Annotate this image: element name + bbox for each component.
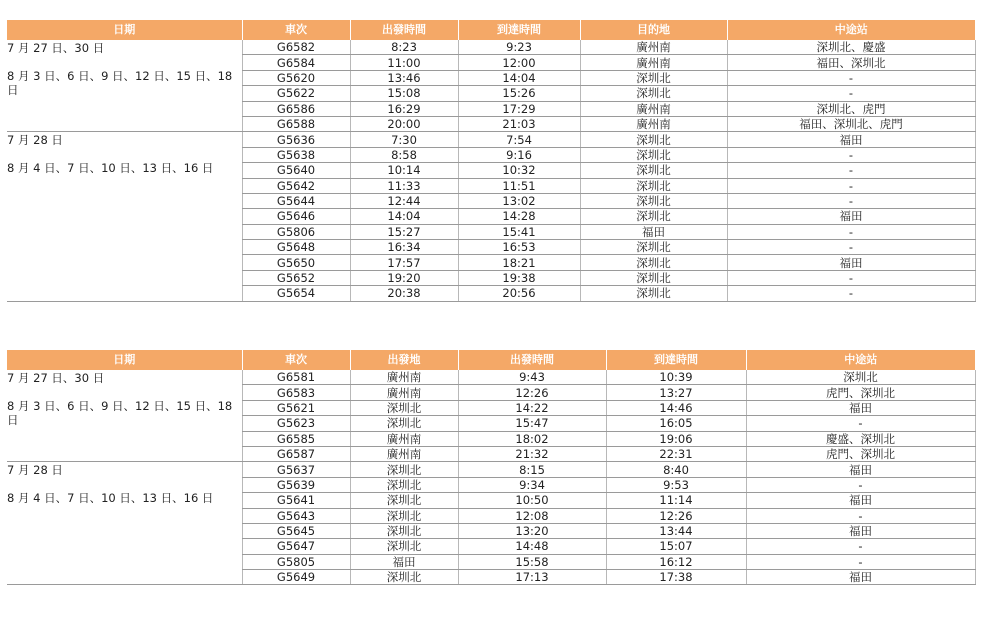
table-cell: 19:38	[458, 270, 580, 285]
column-header: 到達時間	[458, 20, 580, 40]
column-header: 車次	[242, 20, 350, 40]
table-cell: 10:50	[458, 493, 606, 508]
table-cell: 9:43	[458, 370, 606, 385]
column-header: 出發地	[350, 350, 458, 370]
table-cell: 廣州南	[350, 385, 458, 400]
table-cell: 9:34	[458, 477, 606, 492]
table-cell: 福田	[350, 554, 458, 569]
table-cell: 20:38	[350, 286, 458, 301]
table-cell: -	[746, 477, 975, 492]
column-header: 車次	[242, 350, 350, 370]
table-cell: G6585	[242, 431, 350, 446]
column-header: 目的地	[580, 20, 727, 40]
table-cell: 廣州南	[350, 431, 458, 446]
table-cell: 15:27	[350, 224, 458, 239]
table-cell: 福田	[746, 462, 975, 477]
schedule-table-2	[7, 350, 976, 585]
date-line: 8 月 4 日、7 日、10 日、13 日、16 日	[7, 491, 214, 506]
table-cell: 深圳北	[580, 193, 727, 208]
column-header: 中途站	[746, 350, 975, 370]
table-cell: 深圳北	[580, 147, 727, 162]
table-cell: 10:14	[350, 163, 458, 178]
table-cell: 深圳北	[580, 70, 727, 85]
table-cell: G5622	[242, 86, 350, 101]
table-cell: 福田	[727, 255, 975, 270]
table-cell: 深圳北	[580, 163, 727, 178]
table-cell: 福田、深圳北、虎門	[727, 116, 975, 131]
table-cell: 深圳北	[580, 270, 727, 285]
table-cell: 19:06	[606, 431, 746, 446]
table-cell: 福田	[727, 209, 975, 224]
table-cell: 深圳北	[580, 255, 727, 270]
table-cell: 15:41	[458, 224, 580, 239]
table-cell: 10:32	[458, 163, 580, 178]
table-cell: 11:33	[350, 178, 458, 193]
table-cell: G5641	[242, 493, 350, 508]
table-cell: 深圳北	[580, 286, 727, 301]
table-cell: 13:20	[458, 523, 606, 538]
table-cell: -	[746, 416, 975, 431]
table-cell: 7:54	[458, 132, 580, 147]
table-cell: 17:38	[606, 570, 746, 585]
table-cell: -	[727, 193, 975, 208]
date-line: 8 月 3 日、6 日、9 日、12 日、15 日、18 日	[7, 69, 233, 97]
table-cell: G5643	[242, 508, 350, 523]
table-cell: 深圳北	[580, 178, 727, 193]
table-cell: -	[727, 224, 975, 239]
table-cell: 8:40	[606, 462, 746, 477]
table-cell: 16:12	[606, 554, 746, 569]
table-header-row	[7, 20, 975, 40]
table-cell: 14:48	[458, 539, 606, 554]
table-cell: G5648	[242, 240, 350, 255]
table-cell: 虎門、深圳北	[746, 385, 975, 400]
table-cell: 14:04	[350, 209, 458, 224]
table-cell: -	[727, 286, 975, 301]
table-cell: 21:32	[458, 446, 606, 461]
table-cell: 12:00	[458, 55, 580, 70]
column-header: 中途站	[727, 20, 975, 40]
table-cell: 12:26	[606, 508, 746, 523]
table-cell: 福田	[746, 570, 975, 585]
table-cell: -	[727, 240, 975, 255]
date-line: 7 月 28 日	[7, 463, 63, 478]
table-cell: 福田、深圳北	[727, 55, 975, 70]
table-row	[7, 370, 975, 385]
date-line: 7 月 27 日、30 日	[7, 371, 105, 385]
table-cell: 廣州南	[350, 446, 458, 461]
table-cell: -	[727, 163, 975, 178]
table-cell: G5637	[242, 462, 350, 477]
column-header: 出發時間	[350, 20, 458, 40]
table-cell: 13:44	[606, 523, 746, 538]
table-cell: 9:23	[458, 40, 580, 55]
table-cell: 慶盛、深圳北	[746, 431, 975, 446]
table-cell: 10:39	[606, 370, 746, 385]
table-cell: 21:03	[458, 116, 580, 131]
date-cell	[7, 132, 242, 301]
table-cell: 13:27	[606, 385, 746, 400]
table-cell: G5640	[242, 163, 350, 178]
date-line: 7 月 28 日	[7, 133, 63, 148]
table-cell: 15:07	[606, 539, 746, 554]
table-cell: 16:05	[606, 416, 746, 431]
table-cell: 13:02	[458, 193, 580, 208]
date-cell	[7, 40, 242, 132]
table-cell: -	[727, 86, 975, 101]
table-cell: 17:13	[458, 570, 606, 585]
table-cell: 廣州南	[580, 101, 727, 116]
table-cell: G5644	[242, 193, 350, 208]
column-header: 出發時間	[458, 350, 606, 370]
table-cell: 深圳北	[350, 539, 458, 554]
table-cell: 9:53	[606, 477, 746, 492]
table-cell: -	[727, 70, 975, 85]
table-cell: G6583	[242, 385, 350, 400]
table-cell: 廣州南	[350, 370, 458, 385]
table-cell: 深圳北	[350, 508, 458, 523]
table-cell: 深圳北	[350, 493, 458, 508]
table-cell: G5638	[242, 147, 350, 162]
table-cell: 福田	[746, 400, 975, 415]
table-cell: 17:57	[350, 255, 458, 270]
table-cell: 14:28	[458, 209, 580, 224]
table-row	[7, 462, 975, 477]
table-cell: 深圳北	[350, 400, 458, 415]
table-cell: 18:21	[458, 255, 580, 270]
table-cell: G6586	[242, 101, 350, 116]
column-header: 日期	[7, 350, 242, 370]
table-cell: 深圳北	[580, 209, 727, 224]
table-cell: 7:30	[350, 132, 458, 147]
table-cell: -	[727, 270, 975, 285]
table-cell: G5647	[242, 539, 350, 554]
date-line: 8 月 3 日、6 日、9 日、12 日、15 日、18 日	[7, 399, 233, 427]
table-cell: 15:58	[458, 554, 606, 569]
column-header: 到達時間	[606, 350, 746, 370]
date-line: 8 月 4 日、7 日、10 日、13 日、16 日	[7, 161, 214, 176]
table-cell: G5623	[242, 416, 350, 431]
table-cell: 深圳北	[580, 86, 727, 101]
date-cell	[7, 370, 242, 462]
table-cell: 12:44	[350, 193, 458, 208]
table-cell: 9:16	[458, 147, 580, 162]
table-row	[7, 40, 975, 55]
table-cell: 深圳北	[350, 416, 458, 431]
date-line: 7 月 27 日、30 日	[7, 41, 105, 55]
table-cell: G5806	[242, 224, 350, 239]
table-cell: -	[727, 178, 975, 193]
table-cell: 福田	[580, 224, 727, 239]
schedule-table-1	[7, 20, 976, 302]
table-cell: 深圳北	[350, 523, 458, 538]
table-cell: 深圳北	[350, 462, 458, 477]
table-cell: 深圳北、虎門	[727, 101, 975, 116]
table-cell: 廣州南	[580, 40, 727, 55]
table-cell: 16:53	[458, 240, 580, 255]
table-cell: 廣州南	[580, 116, 727, 131]
table-cell: 14:04	[458, 70, 580, 85]
table-cell: 8:23	[350, 40, 458, 55]
table-cell: 17:29	[458, 101, 580, 116]
table-cell: 8:15	[458, 462, 606, 477]
table-cell: G5636	[242, 132, 350, 147]
table-cell: 深圳北	[746, 370, 975, 385]
table-cell: 虎門、深圳北	[746, 446, 975, 461]
table-cell: 12:08	[458, 508, 606, 523]
table-cell: 深圳北	[580, 240, 727, 255]
table-cell: 14:22	[458, 400, 606, 415]
table-cell: G5642	[242, 178, 350, 193]
table-cell: 11:51	[458, 178, 580, 193]
table-cell: G6588	[242, 116, 350, 131]
table-cell: G5805	[242, 554, 350, 569]
table-cell: G5652	[242, 270, 350, 285]
table-cell: 福田	[727, 132, 975, 147]
table-cell: 22:31	[606, 446, 746, 461]
table-row	[7, 132, 975, 147]
table-cell: 16:34	[350, 240, 458, 255]
table-cell: 8:58	[350, 147, 458, 162]
table-cell: 15:26	[458, 86, 580, 101]
table-cell: G5639	[242, 477, 350, 492]
date-cell	[7, 462, 242, 585]
table-cell: -	[746, 539, 975, 554]
table-cell: 深圳北、慶盛	[727, 40, 975, 55]
table-cell: 福田	[746, 493, 975, 508]
table-cell: 16:29	[350, 101, 458, 116]
table-cell: G5649	[242, 570, 350, 585]
table-cell: 14:46	[606, 400, 746, 415]
table-cell: G6582	[242, 40, 350, 55]
table-cell: G5645	[242, 523, 350, 538]
table-cell: -	[746, 508, 975, 523]
table-cell: 13:46	[350, 70, 458, 85]
table-cell: 15:08	[350, 86, 458, 101]
table-cell: -	[746, 554, 975, 569]
table-cell: G6587	[242, 446, 350, 461]
column-header: 日期	[7, 20, 242, 40]
table-cell: G6581	[242, 370, 350, 385]
table-header-row	[7, 350, 975, 370]
table-cell: G5620	[242, 70, 350, 85]
table-cell: 福田	[746, 523, 975, 538]
table-cell: 深圳北	[580, 132, 727, 147]
table-cell: 廣州南	[580, 55, 727, 70]
table-cell: 20:00	[350, 116, 458, 131]
table-cell: 深圳北	[350, 477, 458, 492]
table-cell: G5650	[242, 255, 350, 270]
table-cell: 18:02	[458, 431, 606, 446]
table-cell: G6584	[242, 55, 350, 70]
table-cell: G5621	[242, 400, 350, 415]
table-cell: 11:00	[350, 55, 458, 70]
table-cell: 19:20	[350, 270, 458, 285]
table-cell: 12:26	[458, 385, 606, 400]
table-cell: 15:47	[458, 416, 606, 431]
table-cell: 20:56	[458, 286, 580, 301]
table-cell: -	[727, 147, 975, 162]
table-cell: 11:14	[606, 493, 746, 508]
table-cell: G5646	[242, 209, 350, 224]
table-cell: G5654	[242, 286, 350, 301]
table-cell: 深圳北	[350, 570, 458, 585]
